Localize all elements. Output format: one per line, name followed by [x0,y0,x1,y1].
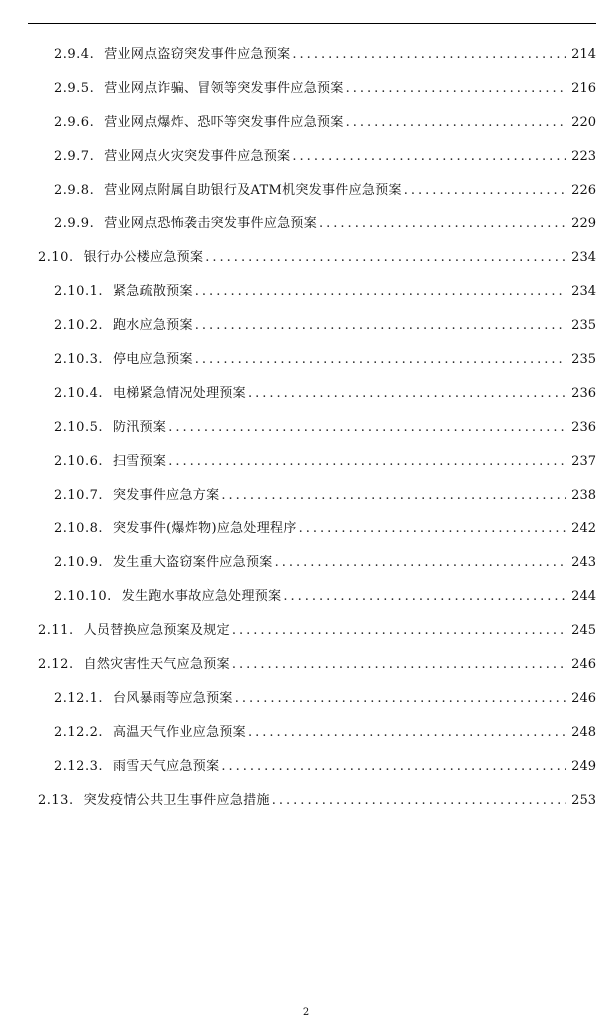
table-of-contents [0,38,612,817]
toc-entry-page: 229 [571,216,596,232]
toc-entry-page: 223 [571,148,596,164]
toc-entry-title: 营业网点盗窃突发事件应急预案 [104,47,291,62]
toc-entry-title: 营业网点火灾突发事件应急预案 [104,148,291,164]
toc-dot-leader [168,445,566,479]
toc-dot-leader [292,38,566,72]
toc-dot-leader [232,648,566,682]
toc-entry-title: 人员替换应急预案及规定 [83,623,230,639]
toc-dot-leader [195,309,566,343]
toc-dot-leader [221,479,566,513]
toc-entry-page: 245 [571,623,596,639]
toc-entry-title: 自然灾害性天气应急预案 [83,657,230,673]
toc-entry-page: 246 [571,690,596,706]
toc-entry[interactable] [0,784,612,818]
toc-entry[interactable] [0,309,612,343]
toc-entry[interactable] [0,174,612,208]
toc-dot-leader [168,411,566,445]
toc-entry-title: 紧急疏散预案 [112,284,193,300]
toc-entry[interactable] [0,546,612,580]
toc-entry[interactable] [0,343,612,377]
toc-dot-leader [283,580,566,614]
toc-entry[interactable] [0,682,612,716]
toc-entry-number: 2.13. [38,792,74,808]
toc-entry[interactable] [0,479,612,513]
toc-entry-page: 238 [571,487,596,503]
toc-dot-leader [221,750,566,784]
toc-entry-page: 214 [571,47,596,62]
toc-dot-leader [346,106,566,140]
toc-entry[interactable] [0,377,612,411]
toc-entry-page: 234 [571,284,596,300]
toc-entry-title: 扫雪预案 [112,453,167,469]
toc-entry-page: 235 [571,318,596,334]
toc-entry-page: 220 [571,114,596,130]
page-number: 2 [302,1007,310,1018]
toc-entry[interactable] [0,445,612,479]
toc-entry-number: 2.10. [38,250,74,266]
toc-entry-title: 营业网点爆炸、恐吓等突发事件应急预案 [104,114,344,130]
toc-entry-number: 2.10.2. [54,318,103,334]
toc-entry-number: 2.10.7. [54,487,103,503]
toc-entry-number: 2.12.1. [54,690,103,706]
toc-dot-leader [248,377,566,411]
toc-entry-title: 营业网点恐怖袭击突发事件应急预案 [104,216,318,232]
toc-entry-page: 234 [571,250,596,266]
toc-entry-title: 营业网点诈骗、冒领等突发事件应急预案 [104,80,344,96]
toc-entry-number: 2.9.4. [54,47,95,62]
toc-dot-leader [346,72,566,106]
toc-dot-leader [292,140,566,174]
toc-entry[interactable] [0,411,612,445]
toc-entry-number: 2.12. [38,657,74,673]
toc-entry[interactable] [0,207,612,241]
toc-entry-number: 2.10.4. [54,385,103,401]
toc-entry-number: 2.9.6. [54,114,95,130]
toc-entry-title: 银行办公楼应急预案 [83,250,204,266]
toc-entry[interactable] [0,140,612,174]
toc-entry-number: 2.9.7. [54,148,95,164]
toc-entry-number: 2.10.8. [54,521,103,537]
toc-entry-title: 发生重大盗窃案件应急预案 [112,555,273,571]
toc-entry-page: 242 [571,521,596,537]
toc-entry-number: 2.10.5. [54,419,103,435]
toc-entry-title: 高温天气作业应急预案 [112,724,246,740]
toc-entry[interactable] [0,648,612,682]
toc-entry[interactable] [0,38,612,72]
toc-dot-leader [195,275,566,309]
toc-entry-page: 243 [571,555,596,571]
toc-entry-number: 2.10.1. [54,284,103,300]
toc-entry[interactable] [0,241,612,275]
toc-entry-page: 236 [571,385,596,401]
toc-entry-title: 突发疫情公共卫生事件应急措施 [83,792,270,808]
toc-entry-page: 226 [571,182,596,198]
toc-entry[interactable] [0,275,612,309]
toc-entry-title: 跑水应急预案 [112,318,193,334]
toc-dot-leader [275,546,566,580]
toc-entry-page: 253 [571,792,596,808]
toc-dot-leader [404,174,566,208]
toc-entry-title: 台风暴雨等应急预案 [112,690,233,706]
toc-entry-title: 停电应急预案 [112,352,193,368]
toc-entry-number: 2.12.3. [54,758,103,774]
toc-entry-number: 2.9.9. [54,216,95,232]
toc-entry-number: 2.11. [38,623,74,639]
toc-dot-leader [232,614,566,648]
toc-entry[interactable] [0,512,612,546]
toc-dot-leader [299,512,566,546]
toc-entry-title: 突发事件(爆炸物)应急处理程序 [112,521,297,537]
toc-entry-page: 235 [571,352,596,368]
toc-entry-number: 2.12.2. [54,724,103,740]
toc-entry-number: 2.9.8. [54,182,95,198]
toc-entry[interactable] [0,750,612,784]
toc-entry-title: 雨雪天气应急预案 [112,758,220,774]
toc-entry-page: 236 [571,419,596,435]
toc-entry-page: 244 [571,589,596,605]
toc-entry-number: 2.10.9. [54,555,103,571]
toc-entry-title: 发生跑水事故应急处理预案 [121,589,282,605]
toc-entry-page: 249 [571,758,596,774]
toc-dot-leader [235,682,566,716]
toc-dot-leader [205,241,566,275]
toc-entry-number: 2.10.6. [54,453,103,469]
toc-entry-page: 246 [571,657,596,673]
toc-entry-number: 2.10.3. [54,352,103,368]
toc-entry[interactable] [0,72,612,106]
toc-entry-title: 突发事件应急方案 [112,487,220,503]
toc-entry[interactable] [0,614,612,648]
toc-dot-leader [319,207,566,241]
toc-entry[interactable] [0,106,612,140]
toc-dot-leader [195,343,566,377]
toc-entry-number: 2.9.5. [54,80,95,96]
header-rule [28,23,596,24]
toc-dot-leader [272,784,566,818]
toc-dot-leader [248,716,566,750]
toc-entry-page: 216 [571,80,596,96]
toc-entry-title: 电梯紧急情况处理预案 [112,385,246,401]
toc-entry-number: 2.10.10. [54,589,112,605]
toc-entry-page: 248 [571,724,596,740]
toc-entry-title: 营业网点附属自助银行及ATM机突发事件应急预案 [104,182,402,198]
toc-entry-title: 防汛预案 [112,419,167,435]
toc-entry[interactable] [0,716,612,750]
toc-entry[interactable] [0,580,612,614]
toc-entry-page: 237 [571,453,596,469]
